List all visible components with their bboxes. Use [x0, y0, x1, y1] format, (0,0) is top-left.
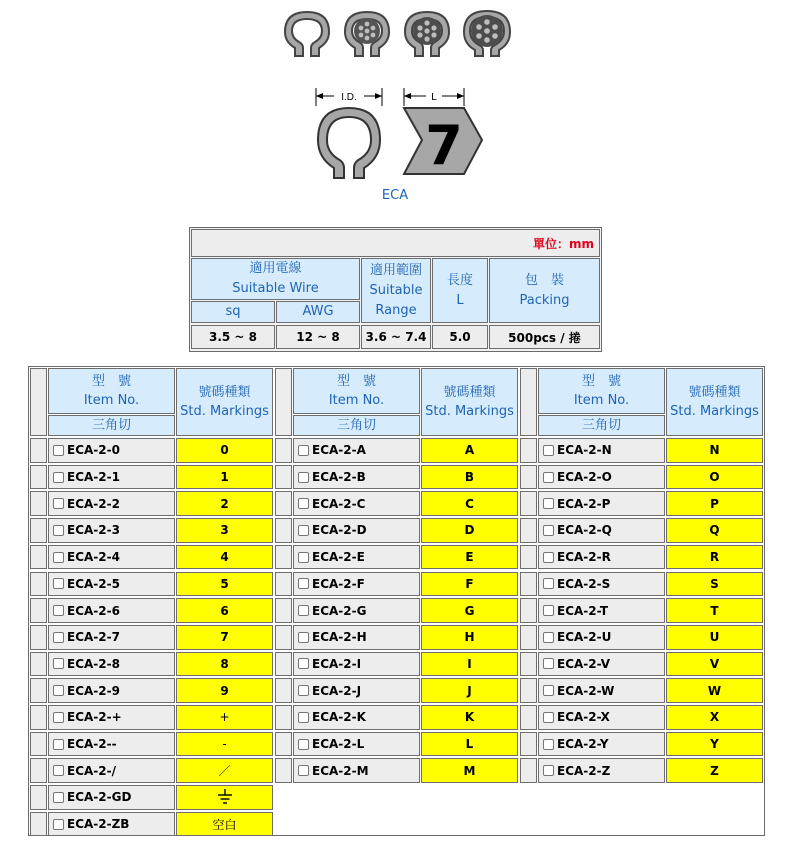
item-checkbox[interactable]: [543, 472, 554, 483]
item-cell[interactable]: [293, 625, 420, 650]
row-gutter: [30, 678, 47, 703]
item-cell[interactable]: [538, 625, 665, 650]
row-gutter: [520, 518, 537, 543]
sq-value: 3.5 ~ 8: [191, 325, 275, 349]
item-checkbox[interactable]: [53, 712, 64, 723]
row-gutter: [30, 465, 47, 490]
item-checkbox[interactable]: [543, 739, 554, 750]
item-checkbox[interactable]: [53, 445, 64, 456]
row-gutter: [30, 598, 47, 623]
awg-value: 12 ~ 8: [276, 325, 360, 349]
header-gutter: [275, 368, 292, 436]
item-checkbox[interactable]: [543, 765, 554, 776]
item-number: ECA-2-6: [67, 603, 120, 618]
item-cell[interactable]: [48, 812, 175, 837]
item-cell[interactable]: [538, 598, 665, 623]
item-cell[interactable]: [538, 491, 665, 516]
item-cell[interactable]: [48, 758, 175, 783]
length-value: 5.0: [432, 325, 488, 349]
item-checkbox[interactable]: [298, 765, 309, 776]
diagram-caption: ECA: [381, 188, 409, 203]
marking-header-zh: 號碼種類: [443, 385, 496, 400]
item-cell[interactable]: [48, 572, 175, 597]
row-gutter: [520, 705, 537, 730]
marker-wire-large-icon: [461, 8, 513, 60]
items-table: [28, 366, 765, 836]
row-gutter: [520, 438, 537, 463]
item-cell[interactable]: [48, 732, 175, 757]
model-header: [538, 368, 665, 414]
item-checkbox[interactable]: [298, 632, 309, 643]
item-cell[interactable]: [293, 491, 420, 516]
item-number: ECA-2-1: [67, 470, 120, 485]
item-checkbox[interactable]: [543, 525, 554, 536]
product-icons: [281, 8, 521, 60]
row-gutter: [275, 491, 292, 516]
item-checkbox[interactable]: [53, 498, 64, 509]
row-gutter: [275, 652, 292, 677]
item-number: ECA-2-/: [67, 763, 116, 778]
row-gutter: [275, 545, 292, 570]
marking-cell: N: [666, 438, 763, 463]
item-cell[interactable]: [538, 758, 665, 783]
item-number: ECA-2-H: [312, 630, 367, 645]
cut-header: 三角切: [538, 415, 665, 436]
item-checkbox[interactable]: [53, 658, 64, 669]
row-gutter: [275, 705, 292, 730]
item-checkbox[interactable]: [53, 525, 64, 536]
packing-value: 500pcs / 捲: [489, 325, 600, 349]
model-header-en: Item No.: [328, 393, 385, 408]
item-checkbox[interactable]: [298, 605, 309, 616]
item-cell[interactable]: [48, 491, 175, 516]
item-cell[interactable]: [48, 652, 175, 677]
row-gutter: [275, 758, 292, 783]
marking-header-en: Std. Markings: [670, 404, 759, 419]
marking-cell: 9: [176, 678, 273, 703]
item-cell[interactable]: [538, 572, 665, 597]
item-cell[interactable]: [538, 678, 665, 703]
item-checkbox[interactable]: [298, 498, 309, 509]
item-cell[interactable]: [48, 785, 175, 810]
item-cell[interactable]: [538, 518, 665, 543]
item-number: ECA-2-U: [557, 630, 612, 645]
item-number: ECA-2-G: [312, 603, 367, 618]
row-gutter: [520, 491, 537, 516]
marker-open-icon: [281, 8, 333, 60]
marking-cell: T: [666, 598, 763, 623]
l-dimension-label: L: [431, 92, 437, 103]
item-number: ECA-2-K: [312, 710, 366, 725]
item-number: ECA-2-L: [312, 737, 365, 752]
row-gutter: [30, 758, 47, 783]
item-number: ECA-2-C: [312, 496, 366, 511]
marking-cell: L: [421, 732, 518, 757]
item-number: ECA-2-Y: [557, 737, 609, 752]
marking-cell: E: [421, 545, 518, 570]
row-gutter: [275, 438, 292, 463]
length-header: [432, 258, 488, 323]
range-header: [361, 258, 431, 323]
marking-cell: I: [421, 652, 518, 677]
item-cell[interactable]: [538, 438, 665, 463]
marking-cell: 1: [176, 465, 273, 490]
item-checkbox[interactable]: [543, 578, 554, 589]
header-gutter: [30, 368, 47, 436]
marking-cell: Y: [666, 732, 763, 757]
row-gutter: [30, 705, 47, 730]
row-gutter: [30, 518, 47, 543]
item-cell[interactable]: [538, 465, 665, 490]
marking-cell: R: [666, 545, 763, 570]
item-checkbox[interactable]: [298, 685, 309, 696]
item-cell[interactable]: [293, 652, 420, 677]
marking-cell: 2: [176, 491, 273, 516]
item-number: ECA-2-ZB: [67, 817, 130, 832]
marking-cell: 3: [176, 518, 273, 543]
marking-cell: 4: [176, 545, 273, 570]
item-number: ECA-2-5: [67, 576, 120, 591]
item-number: ECA-2-0: [67, 443, 120, 458]
marking-cell: K: [421, 705, 518, 730]
item-checkbox[interactable]: [298, 472, 309, 483]
marker-wire-medium-icon: [401, 8, 453, 60]
row-gutter: [520, 465, 537, 490]
item-checkbox[interactable]: [298, 578, 309, 589]
model-header: [293, 368, 420, 414]
marker-wire-small-icon: [341, 8, 393, 60]
row-gutter: [520, 678, 537, 703]
cut-header: 三角切: [293, 415, 420, 436]
item-number: ECA-2-T: [557, 603, 609, 618]
length-zh: 長度: [446, 272, 473, 288]
item-checkbox[interactable]: [298, 658, 309, 669]
item-number: ECA-2-2: [67, 496, 120, 511]
item-number: ECA-2-9: [67, 683, 120, 698]
item-cell[interactable]: [48, 678, 175, 703]
marking-header: [666, 368, 763, 436]
row-gutter: [30, 785, 47, 810]
row-gutter: [275, 598, 292, 623]
marking-header-zh: 號碼種類: [688, 385, 741, 400]
suitable-wire-header: [191, 258, 360, 300]
item-checkbox[interactable]: [298, 445, 309, 456]
marking-cell: -: [176, 732, 273, 757]
awg-header: AWG: [276, 301, 360, 323]
item-checkbox[interactable]: [53, 552, 64, 563]
row-gutter: [520, 625, 537, 650]
item-number: ECA-2-I: [312, 656, 362, 671]
id-dimension-label: I.D.: [341, 92, 357, 103]
marking-cell: 8: [176, 652, 273, 677]
item-number: ECA-2-M: [312, 763, 369, 778]
item-number: ECA-2-X: [557, 710, 610, 725]
row-gutter: [275, 465, 292, 490]
range-en2: Range: [375, 302, 417, 318]
row-gutter: [30, 652, 47, 677]
marking-cell: 6: [176, 598, 273, 623]
marking-cell: X: [666, 705, 763, 730]
row-gutter: [520, 652, 537, 677]
item-number: ECA-2-F: [312, 576, 365, 591]
model-header: [48, 368, 175, 414]
sample-marking: 7: [425, 114, 463, 177]
marking-cell: G: [421, 598, 518, 623]
item-cell[interactable]: [48, 545, 175, 570]
marking-cell: C: [421, 491, 518, 516]
row-gutter: [30, 732, 47, 757]
unit-label: 單位：mm: [191, 229, 600, 257]
model-header-zh: 型 號: [581, 374, 621, 389]
marking-cell: 空白: [176, 812, 273, 837]
marking-cell: V: [666, 652, 763, 677]
item-cell[interactable]: [48, 518, 175, 543]
pack-en: Packing: [519, 292, 570, 308]
item-number: ECA-2-B: [312, 470, 366, 485]
item-cell[interactable]: [293, 758, 420, 783]
item-checkbox[interactable]: [298, 552, 309, 563]
item-cell[interactable]: [293, 545, 420, 570]
marking-cell: [176, 785, 273, 810]
range-value: 3.6 ~ 7.4: [361, 325, 431, 349]
item-cell[interactable]: [538, 652, 665, 677]
item-checkbox[interactable]: [53, 819, 64, 830]
item-checkbox[interactable]: [298, 525, 309, 536]
marking-cell: U: [666, 625, 763, 650]
marking-cell: Z: [666, 758, 763, 783]
item-cell[interactable]: [293, 678, 420, 703]
item-checkbox[interactable]: [543, 685, 554, 696]
header-gutter: [520, 368, 537, 436]
marking-cell: W: [666, 678, 763, 703]
marking-cell: ／: [176, 758, 273, 783]
item-cell[interactable]: [48, 705, 175, 730]
item-number: ECA-2-3: [67, 523, 120, 538]
marking-cell: O: [666, 465, 763, 490]
item-number: ECA-2-GD: [67, 790, 132, 805]
pack-zh: 包 裝: [524, 272, 564, 288]
range-en1: Suitable: [369, 282, 423, 298]
item-cell[interactable]: [293, 438, 420, 463]
spec-table: [189, 227, 602, 352]
item-checkbox[interactable]: [298, 712, 309, 723]
model-header-zh: 型 號: [336, 374, 376, 389]
row-gutter: [30, 572, 47, 597]
ground-symbol-icon: [216, 788, 234, 806]
item-number: ECA-2-R: [557, 550, 611, 565]
item-number: ECA-2-Z: [557, 763, 611, 778]
model-header-zh: 型 號: [91, 374, 131, 389]
item-checkbox[interactable]: [543, 658, 554, 669]
row-gutter: [275, 678, 292, 703]
item-checkbox[interactable]: [53, 685, 64, 696]
item-cell[interactable]: [293, 598, 420, 623]
item-number: ECA-2-E: [312, 550, 365, 565]
item-number: ECA-2-J: [312, 683, 362, 698]
marking-cell: H: [421, 625, 518, 650]
item-cell[interactable]: [293, 572, 420, 597]
row-gutter: [275, 625, 292, 650]
marking-header-zh: 號碼種類: [198, 385, 251, 400]
item-checkbox[interactable]: [53, 765, 64, 776]
item-cell[interactable]: [48, 625, 175, 650]
item-number: ECA-2--: [67, 737, 117, 752]
marking-cell: P: [666, 491, 763, 516]
item-cell[interactable]: [293, 732, 420, 757]
item-cell[interactable]: [48, 465, 175, 490]
item-checkbox[interactable]: [53, 578, 64, 589]
item-checkbox[interactable]: [543, 605, 554, 616]
marking-cell: S: [666, 572, 763, 597]
row-gutter: [520, 545, 537, 570]
marking-cell: Q: [666, 518, 763, 543]
row-gutter: [520, 598, 537, 623]
item-checkbox[interactable]: [53, 472, 64, 483]
item-number: ECA-2-+: [67, 710, 122, 725]
item-checkbox[interactable]: [543, 498, 554, 509]
item-cell[interactable]: [293, 465, 420, 490]
item-checkbox[interactable]: [543, 552, 554, 563]
row-gutter: [30, 491, 47, 516]
row-gutter: [520, 758, 537, 783]
marking-cell: J: [421, 678, 518, 703]
item-cell[interactable]: [48, 598, 175, 623]
marking-cell: +: [176, 705, 273, 730]
item-checkbox[interactable]: [543, 712, 554, 723]
row-gutter: [275, 518, 292, 543]
model-header-en: Item No.: [573, 393, 630, 408]
packing-header: [489, 258, 600, 323]
range-zh: 適用範圍: [369, 262, 422, 278]
item-cell[interactable]: [48, 438, 175, 463]
item-cell[interactable]: [538, 705, 665, 730]
model-header-en: Item No.: [83, 393, 140, 408]
item-checkbox[interactable]: [53, 605, 64, 616]
row-gutter: [30, 545, 47, 570]
marking-header: [176, 368, 273, 436]
sq-header: sq: [191, 301, 275, 323]
item-number: ECA-2-O: [557, 470, 612, 485]
item-checkbox[interactable]: [298, 739, 309, 750]
item-number: ECA-2-Q: [557, 523, 612, 538]
dimension-diagram: [308, 84, 488, 184]
item-checkbox[interactable]: [543, 632, 554, 643]
row-gutter: [30, 625, 47, 650]
marking-cell: 5: [176, 572, 273, 597]
item-number: ECA-2-S: [557, 576, 611, 591]
row-gutter: [30, 812, 47, 837]
dimension-diagram-svg: [308, 84, 488, 184]
marking-cell: 0: [176, 438, 273, 463]
item-number: ECA-2-V: [557, 656, 611, 671]
marking-cell: F: [421, 572, 518, 597]
item-cell[interactable]: [538, 545, 665, 570]
item-checkbox[interactable]: [53, 739, 64, 750]
item-cell[interactable]: [293, 705, 420, 730]
cut-header: 三角切: [48, 415, 175, 436]
item-number: ECA-2-A: [312, 443, 366, 458]
row-gutter: [520, 732, 537, 757]
item-cell[interactable]: [538, 732, 665, 757]
wire-en: Suitable Wire: [232, 281, 319, 296]
item-number: ECA-2-8: [67, 656, 120, 671]
item-checkbox[interactable]: [53, 792, 64, 803]
marking-header-en: Std. Markings: [425, 404, 514, 419]
marking-cell: B: [421, 465, 518, 490]
wire-zh: 適用電線: [249, 261, 302, 276]
row-gutter: [30, 438, 47, 463]
length-en: L: [456, 292, 464, 308]
row-gutter: [275, 572, 292, 597]
item-number: ECA-2-D: [312, 523, 367, 538]
marking-header: [421, 368, 518, 436]
item-number: ECA-2-W: [557, 683, 615, 698]
marking-cell: D: [421, 518, 518, 543]
item-number: ECA-2-N: [557, 443, 612, 458]
row-gutter: [275, 732, 292, 757]
row-gutter: [520, 572, 537, 597]
item-number: ECA-2-7: [67, 630, 120, 645]
item-checkbox[interactable]: [53, 632, 64, 643]
item-number: ECA-2-P: [557, 496, 611, 511]
item-cell[interactable]: [293, 518, 420, 543]
item-checkbox[interactable]: [543, 445, 554, 456]
marking-cell: M: [421, 758, 518, 783]
marking-cell: 7: [176, 625, 273, 650]
marking-header-en: Std. Markings: [180, 404, 269, 419]
marking-cell: A: [421, 438, 518, 463]
item-number: ECA-2-4: [67, 550, 120, 565]
